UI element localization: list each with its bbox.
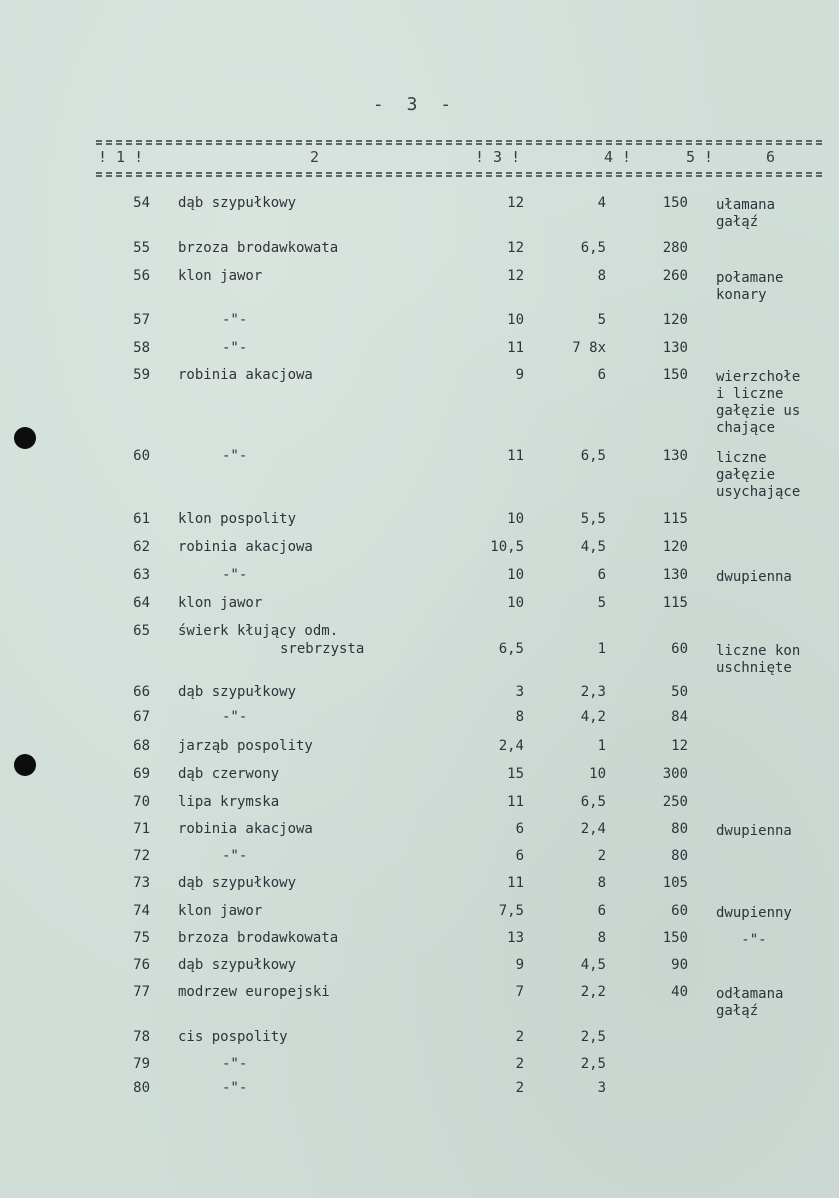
species-name: -"-: [222, 1080, 248, 1096]
species-name: klon jawor: [178, 595, 263, 611]
value-col-4: 2,2: [580, 984, 606, 1000]
species-name: dąb szypułkowy: [178, 195, 297, 211]
species-name: -"-: [222, 567, 248, 583]
value-col-3: 7: [515, 984, 524, 1000]
value-col-5: 12: [671, 738, 688, 754]
species-name: dąb szypułkowy: [178, 957, 297, 973]
value-col-4: 2,3: [580, 684, 606, 700]
value-col-3: 11: [507, 794, 524, 810]
species-name: dąb szypułkowy: [178, 684, 297, 700]
value-col-4: 10: [589, 766, 606, 782]
header-col-6: 6: [766, 148, 776, 166]
row-number: 57: [133, 312, 150, 328]
value-col-5: 105: [662, 875, 688, 891]
species-name: cis pospolity: [178, 1029, 288, 1045]
row-number: 63: [133, 567, 150, 583]
row-number: 66: [133, 684, 150, 700]
value-col-3: 15: [507, 766, 524, 782]
value-col-5: 150: [662, 367, 688, 383]
remarks: połamane konary: [716, 270, 784, 303]
value-col-4: 6,5: [580, 794, 606, 810]
value-col-3: 2: [515, 1056, 524, 1072]
value-col-3: 10: [507, 595, 524, 611]
row-number: 76: [133, 957, 150, 973]
value-col-5: 130: [662, 567, 688, 583]
row-number: 64: [133, 595, 150, 611]
species-name: brzoza brodawkowata: [178, 240, 339, 256]
species-name: brzoza brodawkowata: [178, 930, 339, 946]
species-name: robinia akacjowa: [178, 539, 313, 555]
row-number: 67: [133, 709, 150, 725]
row-number: 65: [133, 623, 150, 639]
value-col-4: 6: [597, 903, 606, 919]
row-number: 56: [133, 268, 150, 284]
value-col-5: 80: [671, 821, 688, 837]
value-col-3: 7,5: [498, 903, 524, 919]
species-name: świerk kłujący odm.: [178, 623, 339, 639]
species-name: -"-: [222, 1056, 248, 1072]
remarks: dwupienna: [716, 823, 792, 839]
value-col-4: 5,5: [580, 511, 606, 527]
value-col-3: 3: [515, 684, 524, 700]
remarks: liczne kon uschnięte: [716, 643, 801, 676]
value-col-5: 300: [662, 766, 688, 782]
row-number: 78: [133, 1029, 150, 1045]
row-number: 60: [133, 448, 150, 464]
value-col-3: 11: [507, 448, 524, 464]
value-col-3: 13: [507, 930, 524, 946]
value-col-4: 4,2: [580, 709, 606, 725]
value-col-4: 8: [597, 875, 606, 891]
header-rule-top: [96, 140, 822, 145]
value-col-3: 10,5: [490, 539, 524, 555]
species-name: jarząb pospolity: [178, 738, 313, 754]
species-name: klon pospolity: [178, 511, 297, 527]
value-col-3: 12: [507, 268, 524, 284]
species-name: klon jawor: [178, 268, 263, 284]
value-col-4: 4,5: [580, 957, 606, 973]
value-col-3: 2: [515, 1029, 524, 1045]
value-col-3: 6: [515, 821, 524, 837]
value-col-3: 10: [507, 312, 524, 328]
value-col-5: 120: [662, 312, 688, 328]
value-col-3: 11: [507, 340, 524, 356]
remarks: -"-: [716, 932, 767, 948]
value-col-4: 2,4: [580, 821, 606, 837]
species-name: dąb czerwony: [178, 766, 280, 782]
header-col-2: 2: [310, 148, 320, 166]
value-col-4: 6: [597, 367, 606, 383]
value-col-5: 150: [662, 930, 688, 946]
value-col-5: 115: [662, 511, 688, 527]
value-col-5: 130: [662, 448, 688, 464]
value-col-4: 6,5: [580, 240, 606, 256]
row-number: 69: [133, 766, 150, 782]
species-name: dąb szypułkowy: [178, 875, 297, 891]
row-number: 75: [133, 930, 150, 946]
value-col-3: 10: [507, 511, 524, 527]
value-col-3: 10: [507, 567, 524, 583]
value-col-4: 8: [597, 930, 606, 946]
value-col-4: 4: [597, 195, 606, 211]
value-col-4: 1: [597, 738, 606, 754]
species-name-continued: srebrzysta: [280, 641, 365, 657]
remarks: odłamana gałąź: [716, 986, 784, 1019]
value-col-3: 12: [507, 195, 524, 211]
row-number: 61: [133, 511, 150, 527]
remarks: liczne gałęzie usychające: [716, 450, 801, 500]
value-col-5: 150: [662, 195, 688, 211]
remarks: ułamana gałąź: [716, 197, 776, 230]
species-name: lipa krymska: [178, 794, 280, 810]
species-name: -"-: [222, 848, 248, 864]
value-col-4: 1: [597, 641, 606, 657]
value-col-3: 12: [507, 240, 524, 256]
species-name: klon jawor: [178, 903, 263, 919]
punch-hole-bottom: [14, 754, 36, 776]
value-col-4: 8: [597, 268, 606, 284]
value-col-4: 6: [597, 567, 606, 583]
value-col-5: 90: [671, 957, 688, 973]
species-name: -"-: [222, 448, 248, 464]
value-col-4: 2: [597, 848, 606, 864]
value-col-4: 4,5: [580, 539, 606, 555]
species-name: robinia akacjowa: [178, 821, 313, 837]
species-name: -"-: [222, 709, 248, 725]
header-col-5: 5 !: [686, 148, 714, 166]
row-number: 59: [133, 367, 150, 383]
value-col-4: 5: [597, 312, 606, 328]
row-number: 77: [133, 984, 150, 1000]
value-col-5: 60: [671, 903, 688, 919]
row-number: 74: [133, 903, 150, 919]
value-col-3: 2: [515, 1080, 524, 1096]
value-col-4: 2,5: [580, 1056, 606, 1072]
value-col-5: 40: [671, 984, 688, 1000]
value-col-5: 50: [671, 684, 688, 700]
value-col-3: 8: [515, 709, 524, 725]
value-col-5: 80: [671, 848, 688, 864]
row-number: 62: [133, 539, 150, 555]
species-name: modrzew europejski: [178, 984, 330, 1000]
row-number: 71: [133, 821, 150, 837]
punch-hole-top: [14, 427, 36, 449]
page-number: - 3 -: [372, 94, 458, 115]
row-number: 54: [133, 195, 150, 211]
value-col-3: 6,5: [498, 641, 524, 657]
value-col-3: 11: [507, 875, 524, 891]
value-col-3: 6: [515, 848, 524, 864]
remarks: wierzchołe i liczne gałęzie us chające: [716, 369, 801, 436]
value-col-5: 250: [662, 794, 688, 810]
species-name: -"-: [222, 340, 248, 356]
value-col-5: 115: [662, 595, 688, 611]
row-number: 80: [133, 1080, 150, 1096]
value-col-5: 260: [662, 268, 688, 284]
row-number: 55: [133, 240, 150, 256]
value-col-4: 3: [597, 1080, 606, 1096]
row-number: 68: [133, 738, 150, 754]
header-col-4: 4 !: [604, 148, 632, 166]
header-col-3: ! 3 !: [475, 148, 521, 166]
row-number: 58: [133, 340, 150, 356]
row-number: 72: [133, 848, 150, 864]
row-number: 79: [133, 1056, 150, 1072]
value-col-3: 9: [515, 367, 524, 383]
species-name: -"-: [222, 312, 248, 328]
value-col-5: 60: [671, 641, 688, 657]
header-rule-bottom: [96, 172, 822, 177]
value-col-3: 2,4: [498, 738, 524, 754]
value-col-5: 84: [671, 709, 688, 725]
value-col-5: 130: [662, 340, 688, 356]
remarks: dwupienny: [716, 905, 792, 921]
row-number: 73: [133, 875, 150, 891]
value-col-4: 6,5: [580, 448, 606, 464]
value-col-4: 7 8x: [572, 340, 606, 356]
header-col-1: ! 1 !: [98, 148, 144, 166]
value-col-4: 5: [597, 595, 606, 611]
remarks: dwupienna: [716, 569, 792, 585]
value-col-4: 2,5: [580, 1029, 606, 1045]
species-name: robinia akacjowa: [178, 367, 313, 383]
value-col-5: 120: [662, 539, 688, 555]
value-col-5: 280: [662, 240, 688, 256]
value-col-3: 9: [515, 957, 524, 973]
row-number: 70: [133, 794, 150, 810]
